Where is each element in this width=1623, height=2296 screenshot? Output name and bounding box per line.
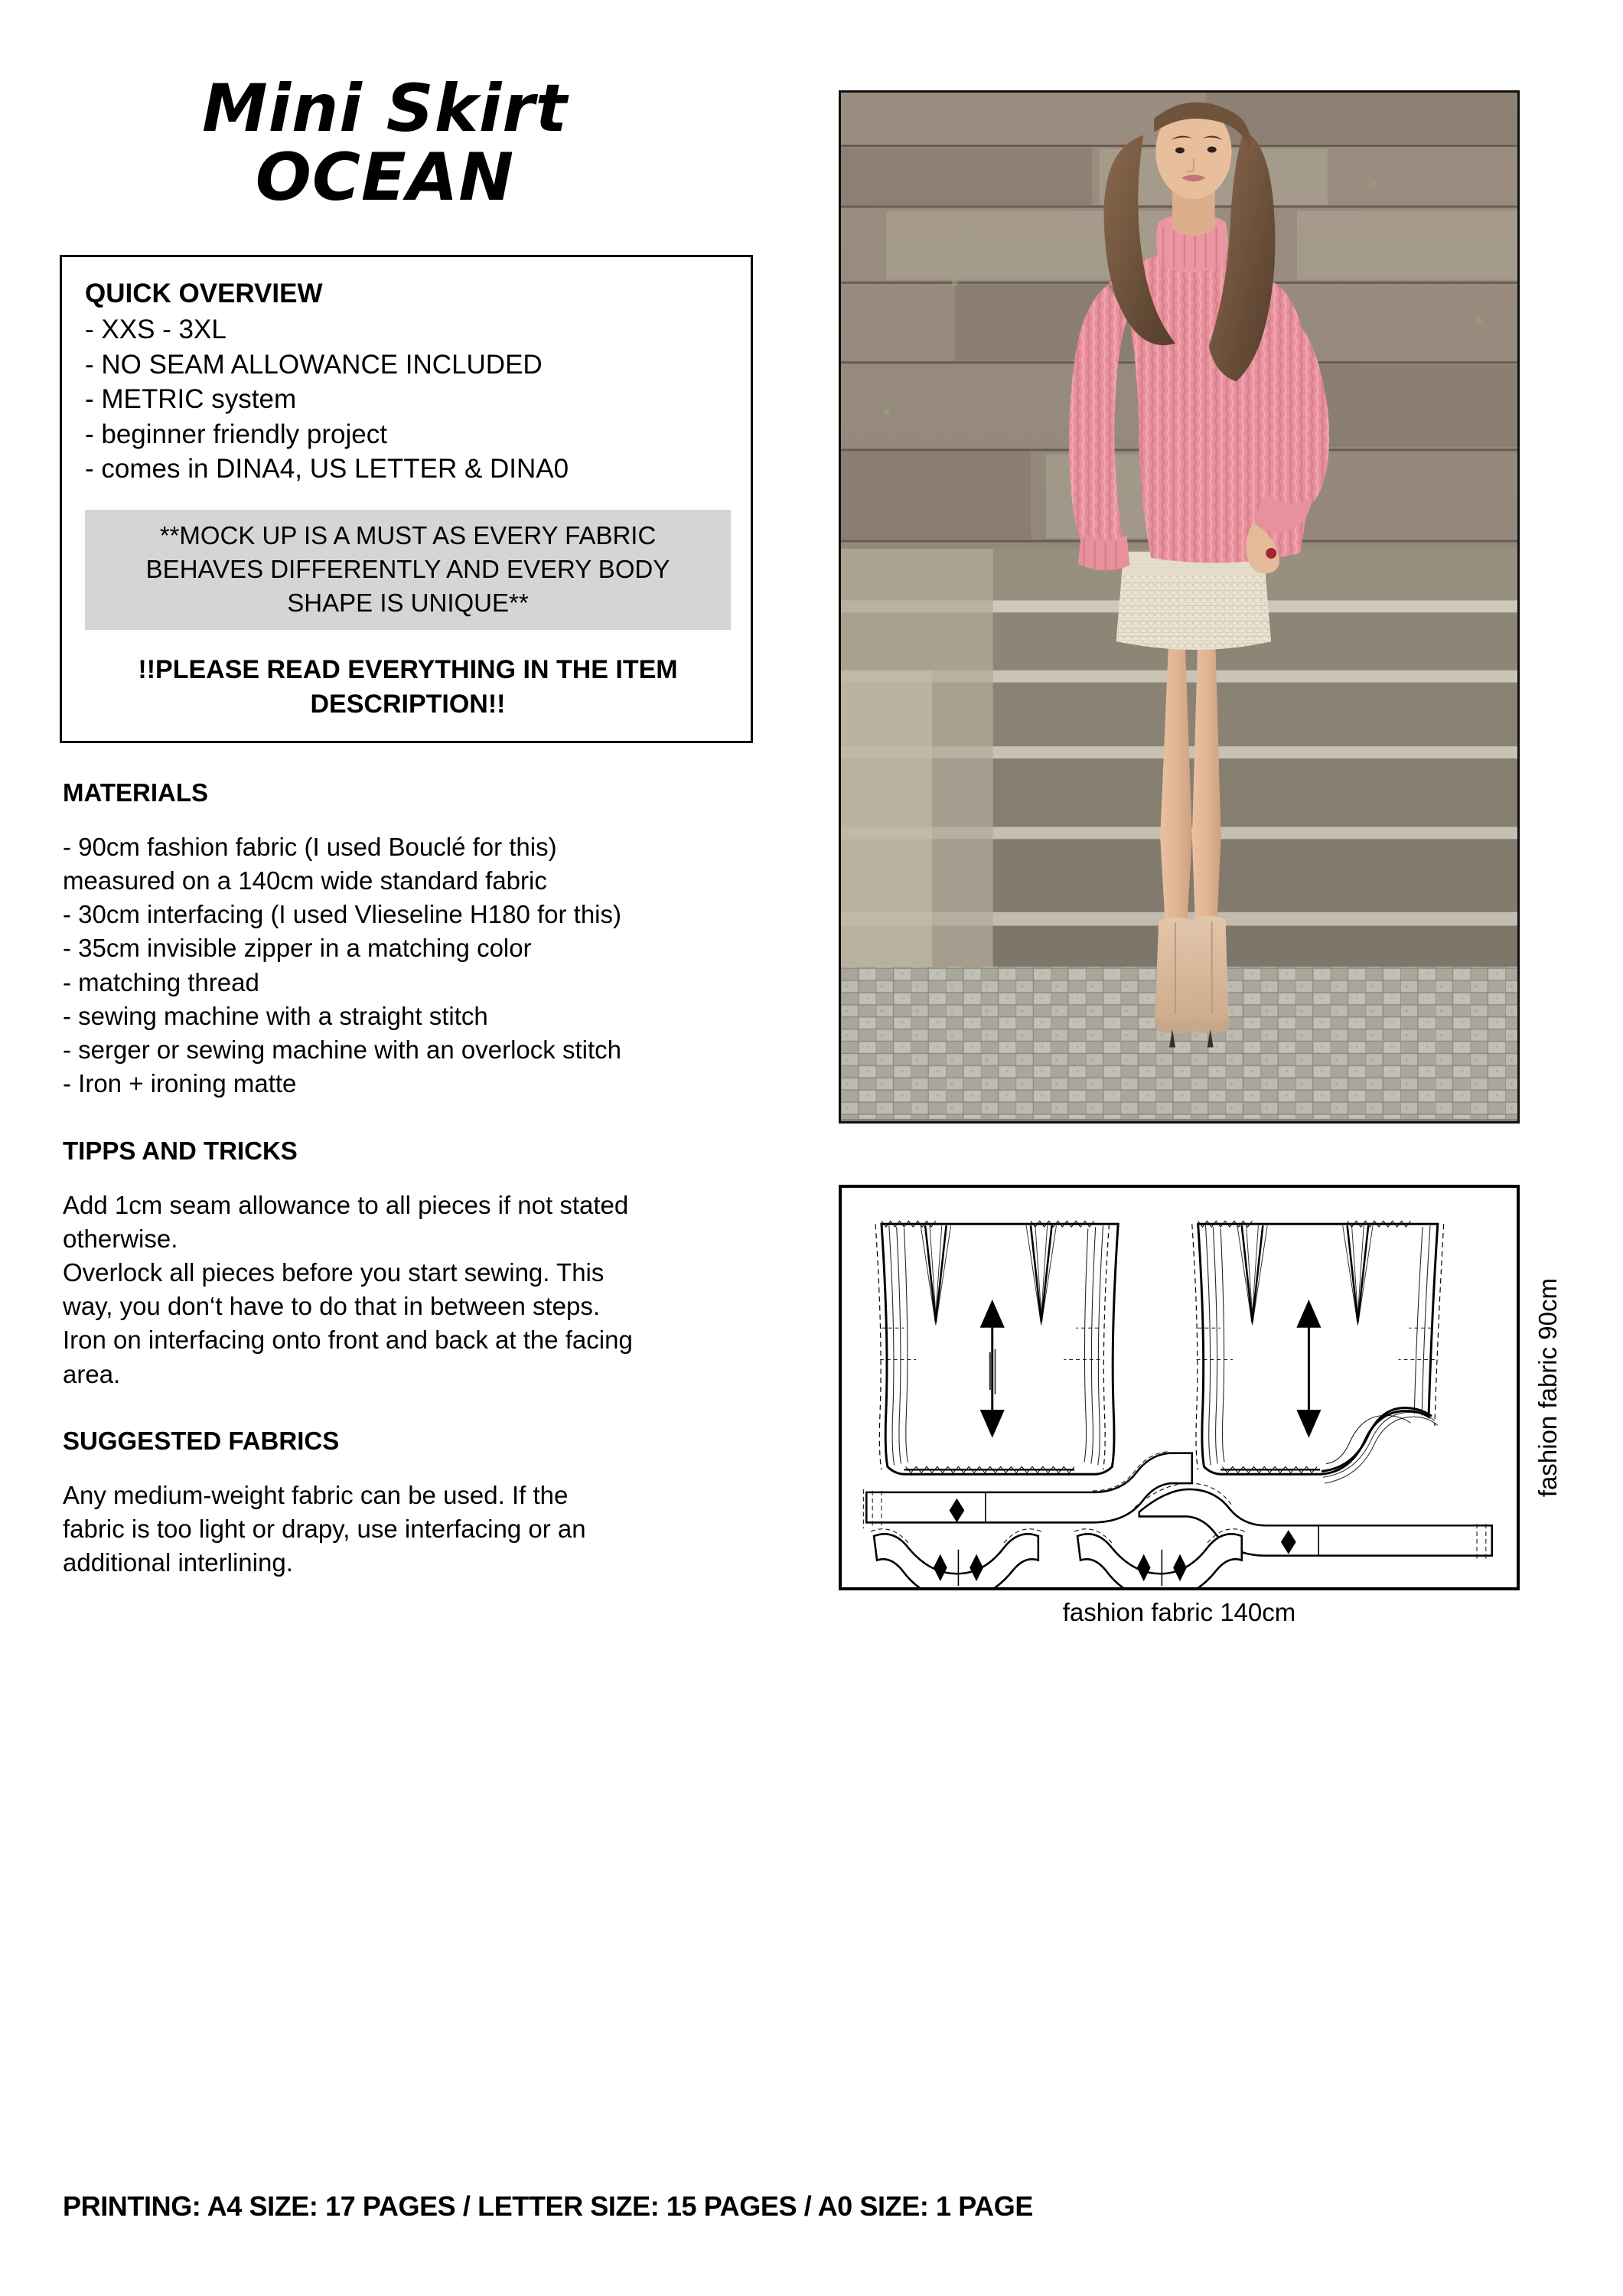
layout-caption-side-text: fashion fabric 90cm (1533, 1277, 1562, 1498)
materials-list (60, 830, 779, 1101)
materials-line: - 30cm interfacing (I used Vlieseline H180 for this) (63, 900, 621, 929)
materials-line: - sewing machine with a straight stitch (63, 1001, 488, 1030)
printing-info: PRINTING: A4 SIZE: 17 PAGES / LETTER SIZE: 15 PAGES / A0 SIZE: 1 PAGE (63, 2190, 1033, 2222)
overview-item: - comes in DINA4, US LETTER & DINA0 (85, 454, 569, 484)
materials-line: measured on a 140cm wide standard fabric (63, 866, 547, 895)
model-photo-illustration (841, 93, 1517, 1119)
cutting-layout-illustration (842, 1188, 1517, 1587)
quick-overview-heading: QUICK OVERVIEW (85, 278, 323, 308)
tipps-line: area. (63, 1359, 121, 1388)
left-content-column (60, 70, 779, 1580)
materials-line: - 35cm invisible zipper in a matching color (63, 934, 532, 963)
tipps-line: otherwise. (63, 1224, 178, 1253)
tipps-line: Iron on interfacing onto front and back at the facing (63, 1326, 633, 1355)
tipps-line: Add 1cm seam allowance to all pieces if not stated (63, 1190, 629, 1219)
layout-caption-side (1527, 1185, 1569, 1590)
suggested-fabrics-heading: SUGGESTED FABRICS (63, 1426, 340, 1455)
read-description-line: DESCRIPTION!! (310, 689, 506, 719)
materials-line: - matching thread (63, 967, 259, 996)
read-description-warning (85, 653, 731, 720)
quick-overview-box (60, 255, 753, 743)
mockup-warning-line: BEHAVES DIFFERENTLY AND EVERY BODY (145, 554, 670, 583)
materials-line: - 90cm fashion fabric (I used Bouclé for this) (63, 832, 557, 861)
overview-item: - beginner friendly project (85, 419, 387, 449)
overview-item: - NO SEAM ALLOWANCE INCLUDED (85, 349, 543, 380)
title-line-primary: Mini Skirt (202, 70, 568, 147)
tipps-body (60, 1189, 779, 1391)
suggested-fabrics-line: additional interlining. (63, 1548, 293, 1577)
tipps-line: Overlock all pieces before you start sewing. This (63, 1258, 605, 1287)
mockup-warning-line: **MOCK UP IS A MUST AS EVERY FABRIC (159, 520, 657, 550)
read-description-line: !!PLEASE READ EVERYTHING IN THE ITEM (138, 655, 678, 685)
overview-item: - METRIC system (85, 384, 297, 415)
suggested-fabrics-line: Any medium-weight fabric can be used. If the (63, 1480, 569, 1509)
model-photo (839, 90, 1520, 1124)
layout-caption-bottom: fashion fabric 140cm (1062, 1598, 1296, 1626)
cutting-layout-diagram (839, 1185, 1520, 1590)
materials-line: - Iron + ironing matte (63, 1069, 297, 1098)
page-title (60, 70, 779, 217)
tipps-line: way, you don‘t have to do that in between steps. (63, 1292, 601, 1321)
tipps-heading: TIPPS AND TRICKS (63, 1136, 298, 1165)
mockup-warning-line: SHAPE IS UNIQUE** (287, 588, 529, 617)
layout-piece-back-panel (875, 1221, 1118, 1474)
materials-line: - serger or sewing machine with an overlock stitch (63, 1035, 621, 1065)
mockup-warning-band (85, 510, 731, 631)
title-line-secondary: OCEAN (255, 139, 515, 217)
suggested-fabrics-line: fabric is too light or drapy, use interfacing or an (63, 1515, 586, 1544)
overview-item: - XXS - 3XL (85, 315, 227, 345)
suggested-fabrics-body (60, 1479, 779, 1580)
materials-heading: MATERIALS (63, 778, 209, 807)
